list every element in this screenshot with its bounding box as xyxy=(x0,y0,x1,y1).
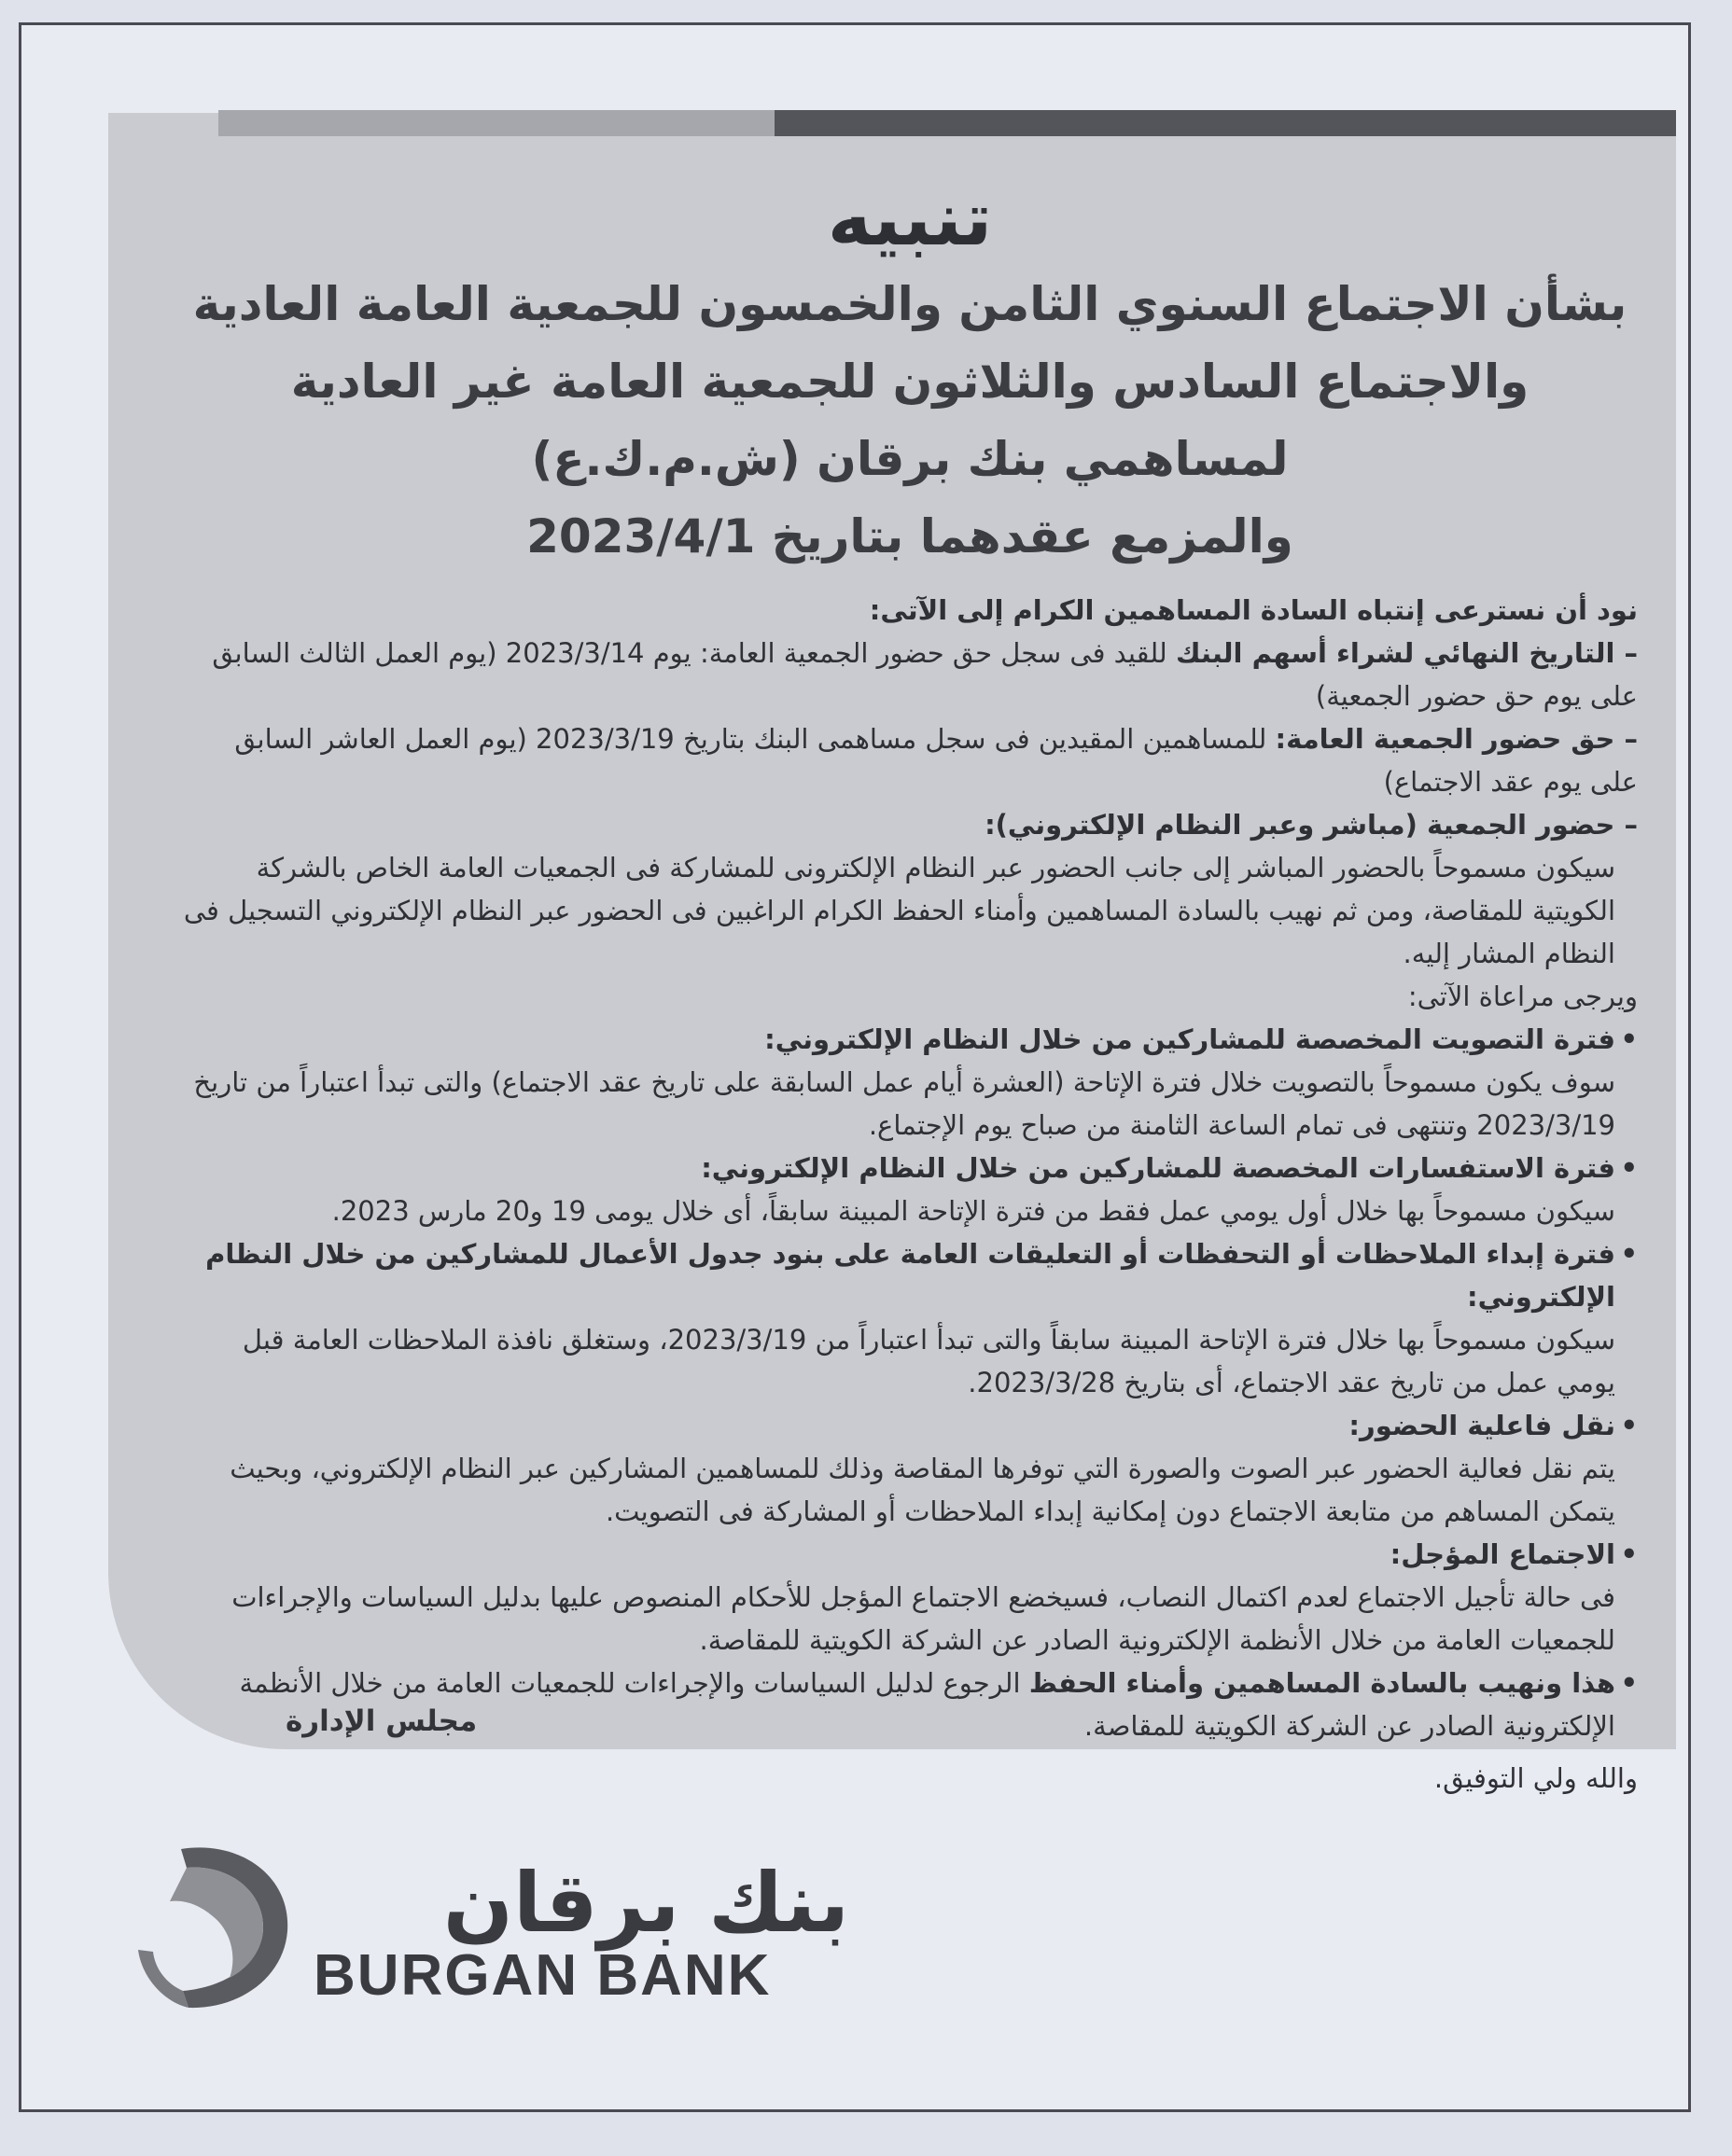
subtitle-line: لمساهمي بنك برقان (ش.م.ك.ع) xyxy=(531,432,1289,486)
bullet-voting-period xyxy=(182,1018,1638,1147)
intro-text: نود أن نسترعى إنتباه السادة المساهمين الكرام إلى الآتى: xyxy=(869,594,1638,626)
accent-bar-dark xyxy=(775,110,1676,136)
bullet-text: سوف يكون مسموحاً بالتصويت خلال فترة الإتاحة (العشرة أيام عمل السابقة على تاريخ عقد الاجتماع) والتى تبدأ اعتباراً من تاريخ 2023/3/19 وتنتهى فى تمام الساعة الثامنة من صباح يوم الإجتماع. xyxy=(193,1066,1615,1141)
bullet-label: فترة التصويت المخصصة للمشاركين من خلال النظام الإلكتروني: xyxy=(764,1023,1615,1055)
top-accent-bar xyxy=(218,110,1676,136)
burgan-bank-logo-icon xyxy=(127,1838,295,2015)
bullet-glyph: • xyxy=(1620,1538,1638,1570)
bullet-glyph: • xyxy=(1620,1410,1638,1441)
board-signature: مجلس الإدارة xyxy=(286,1704,478,1738)
bullet-label: فترة الاستفسارات المخصصة للمشاركين من خلال النظام الإلكتروني: xyxy=(701,1152,1615,1184)
item-label: – حق حضور الجمعية العامة: xyxy=(1275,723,1638,755)
please-note-text: ويرجى مراعاة الآتى: xyxy=(1407,981,1638,1012)
bullet-text: فى حالة تأجيل الاجتماع لعدم اكتمال النصاب، فسيخضع الاجتماع المؤجل للأحكام المنصوص عليها بدليل السياسات والإجراءات للجمعيات العامة من خلال الأنظمة الإلكترونية الصادر عن الشركة الكويتية للمقاصة. xyxy=(231,1581,1615,1656)
item-attendance-right xyxy=(182,717,1638,803)
bullet-label: هذا ونهيب بالسادة المساهمين وأمناء الحفظ xyxy=(1028,1667,1615,1699)
logo-english-name: BURGAN BANK xyxy=(314,1943,772,2008)
bullet-label: نقل فاعلية الحضور: xyxy=(1348,1410,1615,1441)
bullet-glyph: • xyxy=(1620,1023,1638,1055)
logo-arabic-name: بنك برقان xyxy=(442,1855,849,1951)
item-text: للقيد فى سجل حق حضور الجمعية العامة: يوم 2023/3/14 (يوم العمل الثالث السابق على يوم حق حضور الجمعية) xyxy=(212,637,1638,712)
item-attendance-mode-label: – حضور الجمعية (مباشر وعبر النظام الإلكتروني): xyxy=(985,809,1638,841)
bullet-label: الاجتماع المؤجل: xyxy=(1390,1538,1615,1570)
bullet-inquiries-period xyxy=(182,1147,1638,1232)
subtitle-line: بشأن الاجتماع السنوي الثامن والخمسون للجمعية العامة العادية xyxy=(192,277,1627,331)
item-label: – التاريخ النهائي لشراء أسهم البنك xyxy=(1175,637,1638,669)
bullet-comments-period xyxy=(182,1232,1638,1404)
item-text: للمساهمين المقيدين فى سجل مساهمى البنك بتاريخ 2023/3/19 (يوم العمل العاشر السابق على يوم عقد الاجتماع) xyxy=(234,723,1638,798)
subtitle-line: والاجتماع السادس والثلاثون للجمعية العامة غير العادية xyxy=(290,355,1529,409)
bullet-glyph: • xyxy=(1620,1238,1638,1270)
subtitle-line: والمزمع عقدهما بتاريخ 2023/4/1 xyxy=(526,509,1293,563)
notice-title: تنبيه xyxy=(827,175,993,262)
bullet-label: فترة إبداء الملاحظات أو التحفظات أو التعليقات العامة على بنود جدول الأعمال للمشاركين من خلال النظام الإلكتروني: xyxy=(205,1238,1615,1313)
closing-text: والله ولي التوفيق. xyxy=(1433,1762,1638,1794)
notice-subtitle xyxy=(182,266,1638,576)
bullet-broadcast xyxy=(182,1404,1638,1533)
accent-bar-light xyxy=(218,110,775,136)
notice-body xyxy=(182,589,1638,1800)
bullet-text: سيكون مسموحاً بها خلال أول يومي عمل فقط من فترة الإتاحة المبينة سابقاً، أى خلال يومى 19 و20 مارس 2023. xyxy=(331,1195,1615,1227)
bullet-text: الرجوع لدليل السياسات والإجراءات للجمعيات العامة من خلال الأنظمة الإلكترونية الصادر عن الشركة الكويتية للمقاصة. xyxy=(239,1667,1615,1742)
bullet-text: يتم نقل فعالية الحضور عبر الصوت والصورة التي توفرها المقاصة وذلك للمساهمين المشاركين عبر النظام الإلكتروني، وبحيث يتمكن المساهم من متابعة الاجتماع دون إمكانية إبداء الملاحظات أو المشاركة فى التصويت. xyxy=(230,1453,1615,1527)
notice-content xyxy=(182,173,1638,1800)
bullet-glyph: • xyxy=(1620,1667,1638,1699)
bullet-glyph: • xyxy=(1620,1152,1638,1184)
bullet-postponed-meeting xyxy=(182,1533,1638,1662)
bullet-text: سيكون مسموحاً بها خلال فترة الإتاحة المبينة سابقاً والتى تبدأ اعتباراً من 2023/3/19، وستغلق نافذة الملاحظات العامة قبل يومي عمل من تاريخ عقد الاجتماع، أى بتاريخ 2023/3/28. xyxy=(242,1324,1615,1398)
item-attendance-mode-text: سيكون مسموحاً بالحضور المباشر إلى جانب الحضور عبر النظام الإلكترونى للمشاركة فى الجمعيات العامة الخاص بالشركة الكويتية للمقاصة، ومن ثم نهيب بالسادة المساهمين وأمناء الحفظ الكرام الراغبين فى الحضور عبر النظام الإلكتروني التسجيل فى النظام المشار إليه. xyxy=(183,852,1615,969)
item-final-purchase-date xyxy=(182,632,1638,717)
